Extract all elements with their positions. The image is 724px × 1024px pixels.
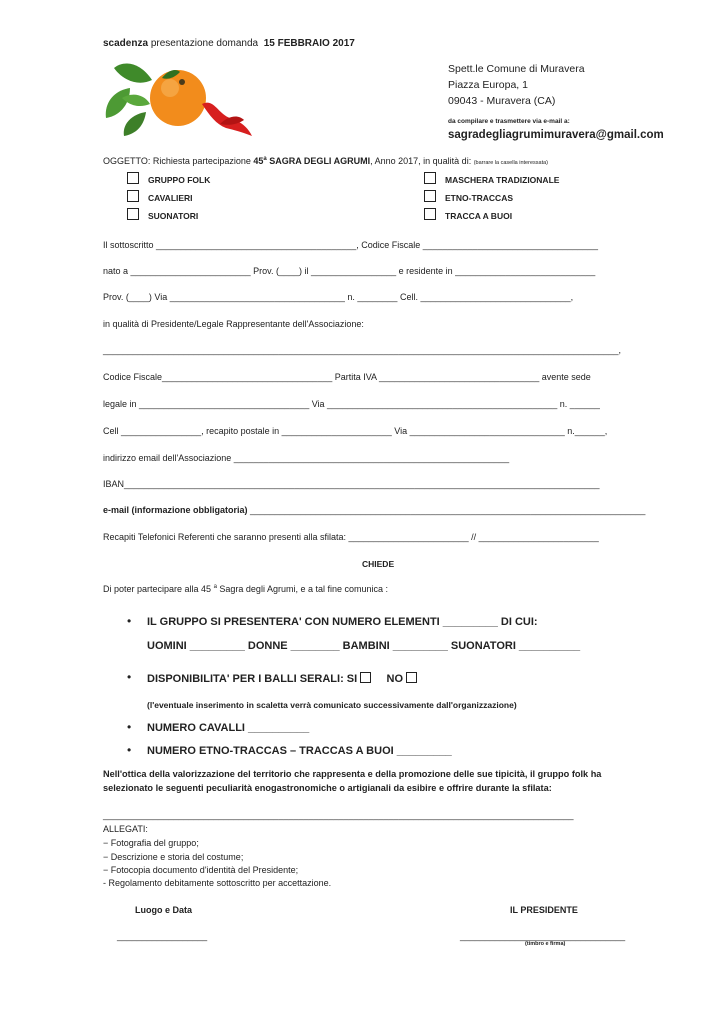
option-suonatori[interactable]: SUONATORI bbox=[127, 208, 198, 221]
recipient-line3: 09043 - Muravera (CA) bbox=[448, 95, 556, 107]
deadline-label: scadenza bbox=[103, 38, 149, 49]
form-line-qualita: in qualità di Presidente/Legale Rappresentante dell'Associazione: bbox=[103, 319, 364, 329]
chiede-heading: CHIEDE bbox=[362, 559, 395, 569]
bullet-etno-traccas[interactable]: NUMERO ETNO-TRACCAS – TRACCAS A BUOI _________ bbox=[147, 745, 452, 757]
bullet-dot: • bbox=[127, 743, 132, 757]
option-cavalieri[interactable]: CAVALIERI bbox=[127, 190, 193, 203]
place-date-label: Luogo e Data bbox=[135, 905, 193, 915]
intro-line: Di poter partecipare alla 45 $^a$ Sagra degli Agrumi, e a tal fine comunica : bbox=[103, 584, 388, 594]
subject-line bbox=[103, 156, 548, 166]
bullet-dot: • bbox=[127, 614, 132, 628]
attachment-item: − Descrizione e storia del costume; bbox=[103, 852, 244, 862]
deadline-line bbox=[103, 38, 355, 49]
checkbox[interactable] bbox=[127, 190, 139, 202]
si-checkbox[interactable] bbox=[360, 672, 371, 683]
form-line-nato[interactable]: nato a ________________________ Prov. (____) il _________________ e residente in ____________________________ bbox=[103, 266, 596, 276]
attachment-item: - Regolamento debitamente sottoscritto per accettazione. bbox=[103, 878, 332, 888]
checkbox[interactable] bbox=[424, 208, 436, 220]
deadline-text: presentazione domanda bbox=[150, 38, 259, 49]
form-line-recapiti[interactable]: Recapiti Telefonici Referenti che saranno presenti alla sfilata: ________________________ // ________________________ bbox=[103, 532, 599, 542]
deadline-date: 15 FEBBRAIO 2017 bbox=[263, 38, 355, 49]
subject-edition: 45 bbox=[253, 156, 264, 166]
closing-rule[interactable]: ______________________________________________________________________________________________ bbox=[103, 810, 574, 820]
email-note: da compilare e trasmettere via e-mail a: bbox=[448, 118, 570, 125]
subject-sup: a bbox=[263, 156, 267, 162]
subject-prefix: OGGETTO: Richiesta partecipazione bbox=[103, 156, 254, 166]
form-line-email-associazione[interactable]: indirizzo email dell'Associazione _______________________________________________________ bbox=[103, 453, 510, 463]
form-line-email-obbligatoria[interactable]: e-mail (informazione obbligatoria) _______________________________________________________________________________ bbox=[103, 505, 646, 515]
option-tracca-a-buoi[interactable]: TRACCA A BUOI bbox=[424, 208, 512, 221]
president-label: IL PRESIDENTE bbox=[510, 905, 578, 915]
bullet-balli-serali[interactable]: DISPONIBILITA' PER I BALLI SERALI: SI NO bbox=[147, 672, 417, 685]
recipient-email[interactable]: sagradegliagrumimuravera@gmail.com bbox=[448, 129, 664, 141]
closing-paragraph-line1: Nell'ottica della valorizzazione del territorio che rappresenta e della promozione delle sue tipicità, il gruppo folk ha bbox=[103, 769, 602, 779]
form-line-codice-fiscale[interactable]: Codice Fiscale__________________________________ Partita IVA ________________________________ avente sede bbox=[103, 372, 591, 382]
checkbox[interactable] bbox=[127, 172, 139, 184]
checkbox[interactable] bbox=[127, 208, 139, 220]
no-checkbox[interactable] bbox=[406, 672, 417, 683]
recipient-line2: Piazza Europa, 1 bbox=[448, 79, 528, 91]
checkbox[interactable] bbox=[424, 172, 436, 184]
attachments-title: ALLEGATI: bbox=[103, 824, 148, 834]
bullet-dot: • bbox=[127, 720, 132, 734]
checkbox[interactable] bbox=[424, 190, 436, 202]
place-date-field[interactable]: __________________ bbox=[117, 931, 208, 941]
signature-field[interactable]: _________________________________ bbox=[460, 931, 626, 941]
option-gruppo-folk[interactable]: GRUPPO FOLK bbox=[127, 172, 210, 185]
form-line-sede-legale[interactable]: legale in __________________________________ Via ______________________________________________ n. ______ bbox=[103, 399, 600, 409]
attachment-item: − Fotocopia documento d'identità del Presidente; bbox=[103, 865, 299, 875]
form-line-iban[interactable]: IBAN_______________________________________________________________________________________________ bbox=[103, 479, 600, 489]
option-maschera-tradizionale[interactable]: MASCHERA TRADIZIONALE bbox=[424, 172, 559, 185]
form-line-prov[interactable]: Prov. (____) Via ___________________________________ n. ________ Cell. ______________________________, bbox=[103, 292, 574, 302]
form-line-associazione[interactable]: _______________________________________________________________________________________________________, bbox=[103, 345, 622, 355]
bullet-composizione[interactable]: UOMINI _________ DONNE ________ BAMBINI _________ SUONATORI __________ bbox=[147, 640, 581, 652]
option-etno-traccas[interactable]: ETNO-TRACCAS bbox=[424, 190, 513, 203]
balli-note: (l'eventuale inserimento in scaletta verrà comunicato successivamente dall'organizzazione) bbox=[147, 700, 517, 710]
subject-hint: (barrare la casella interessata) bbox=[473, 160, 548, 166]
recipient-line1: Spett.le Comune di Muravera bbox=[448, 63, 585, 75]
attachment-item: − Fotografia del gruppo; bbox=[103, 838, 199, 848]
form-line-sottoscritto[interactable]: Il sottoscritto ________________________________________, Codice Fiscale ___________________________________ bbox=[103, 240, 598, 250]
form-line-cell[interactable]: Cell ________________, recapito postale in ______________________ Via _______________________________ n.______, bbox=[103, 426, 608, 436]
closing-paragraph-line2: selezionato le seguenti peculiarità enogastronomiche o artigianali da esibire e offrire durante la sfilata: bbox=[103, 783, 552, 793]
stamp-note: (timbro e firma) bbox=[525, 941, 566, 947]
orange-logo bbox=[102, 58, 262, 144]
bullet-numero-cavalli[interactable]: NUMERO CAVALLI __________ bbox=[147, 722, 310, 734]
subject-suffix: , Anno 2017, in qualità di: bbox=[370, 156, 474, 166]
bullet-numero-elementi[interactable]: IL GRUPPO SI PRESENTERA' CON NUMERO ELEMENTI _________ DI CUI: bbox=[147, 616, 538, 628]
bullet-dot: • bbox=[127, 670, 132, 684]
subject-event: SAGRA DEGLI AGRUMI bbox=[266, 156, 371, 166]
